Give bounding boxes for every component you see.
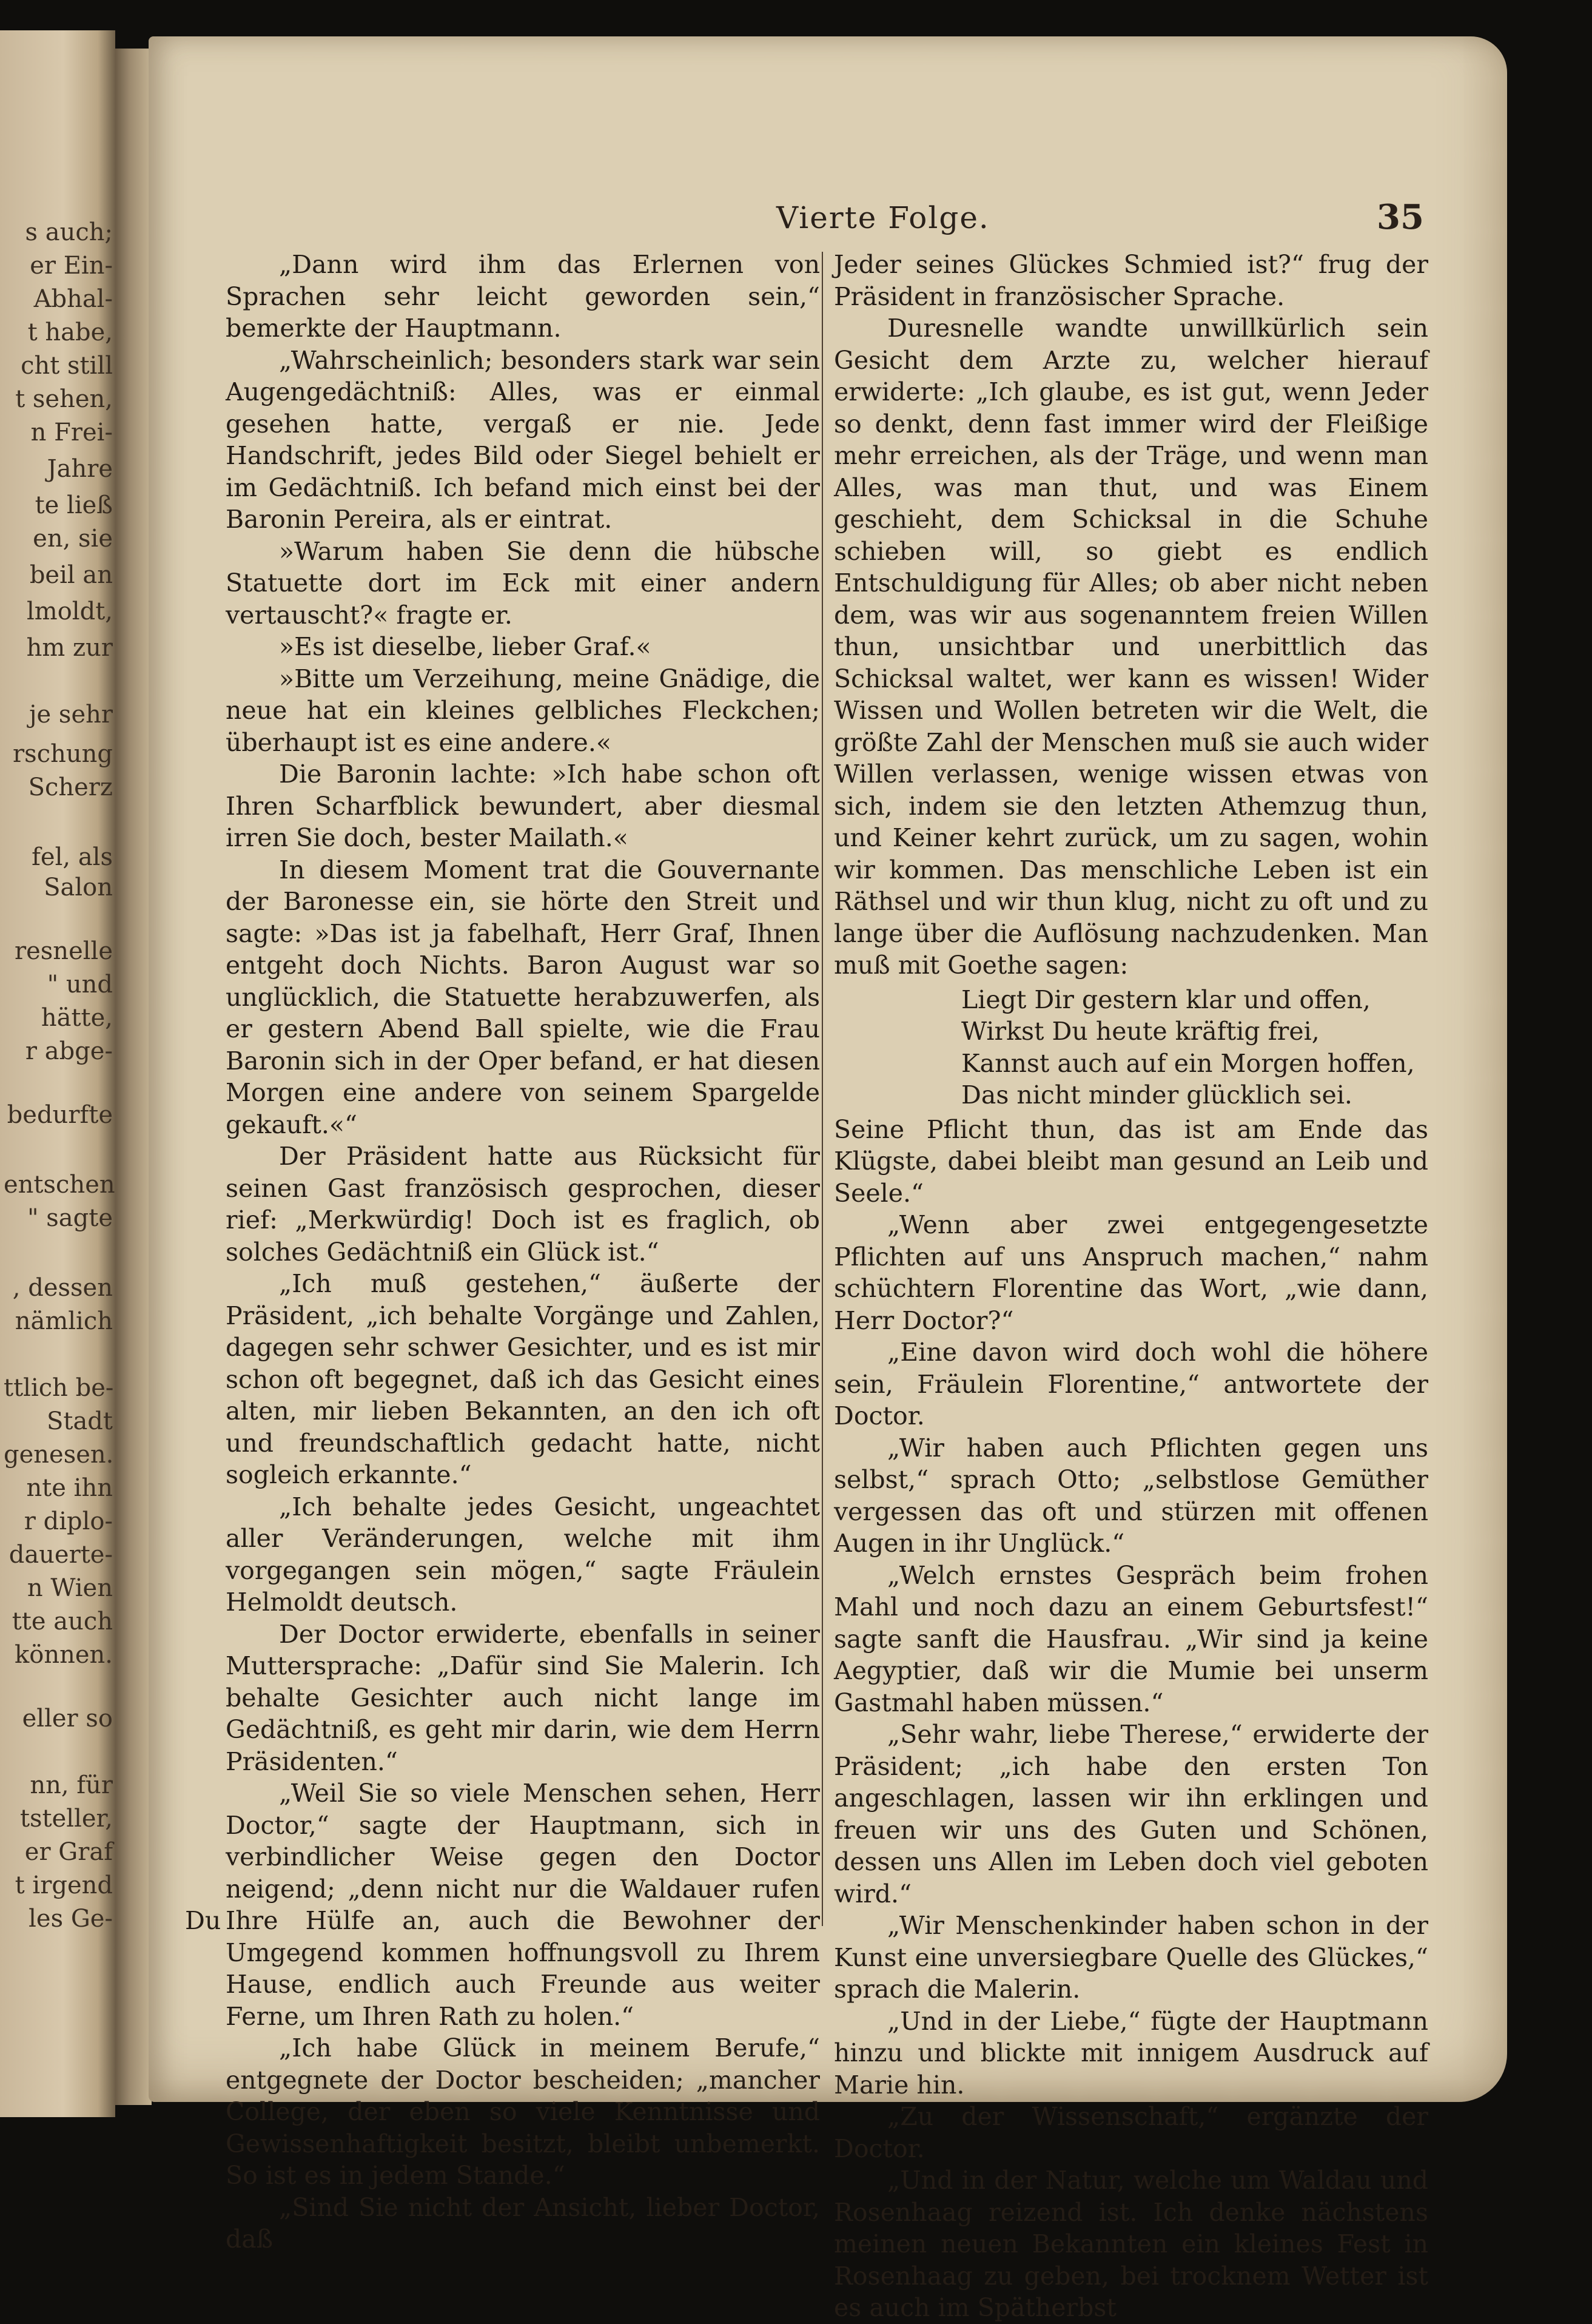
facing-page-line: er Ein- [30,252,113,280]
facing-page-line: hm zur [26,634,113,662]
paragraph: Seine Pflicht thun, das ist am Ende das Klügste, dabei bleibt man gesund an Leib und Seele.“ [834,1114,1428,1208]
paragraph: „Dann wird ihm das Erlernen von Sprachen sehr leicht geworden sein,“ bemerkte der Hauptmann. [226,250,820,343]
facing-page-line: dauerte- [8,1541,113,1569]
facing-page-line: fel, als [32,843,113,871]
running-head: Vierte Folge. [776,200,990,235]
facing-page-line: te ließ [35,491,113,519]
facing-page-line: beil an [29,561,113,589]
facing-page-line: tsteller, [19,1805,113,1833]
facing-page-line: bedurfte [7,1101,113,1129]
paragraph: In diesem Moment trat die Gouvernante der Baronesse ein, sie hörte den Streit und sagte: »Das ist ja fabelhaft, Herr Graf, Ihnen entgeht doch Nichts. Baron August war so unglücklich, die Statuette herabzuwerfen, als er gestern Abend Ball spielte, wie die Frau Baronin sich in der Oper befand, er hat diesen Morgen eine andere von seinem Spargelde gekauft.«“ [226,855,820,1139]
paragraph: Der Doctor erwiderte, ebenfalls in seiner Muttersprache: „Dafür sind Sie Malerin. Ich behalte Gesichter auch nicht lange im Gedächtniß, es geht mir darin, wie dem Herrn Präsidenten.“ [226,1619,820,1776]
facing-page-line: lmoldt, [27,598,113,625]
facing-page-line: je sehr [29,701,113,729]
facing-page-line: tte auch [12,1608,113,1635]
paragraph: Duresnelle wandte unwillkürlich sein Gesicht dem Arzte zu, welcher hierauf erwiderte: „Ich glaube, es ist gut, wenn Jeder so denkt, denn fast immer wird der Fleißige mehr erreichen, als der Träge, und wenn man Alles, was man thut, und was Einem geschieht, dem Schicksal in die Schuhe schieben will, so giebt es endlich Entschuldigung für Alles; ob aber nicht neben dem, was wir aus sogenanntem freien Willen thun, unsichtbar und unerbittlich das Schicksal waltet, wer kann es wissen! Wider Wissen und Wollen betreten wir die Welt, die größte Zahl der Menschen muß sie auch wider Willen verlassen, wenige wissen etwas von sich, indem sie den letzten Athemzug thun, und Keiner kehrt zurück, um zu sagen, wohin wir kommen. Das menschliche Leben ist ein Räthsel und wir thun klug, nicht zu oft und zu lange über die Auflösung nachzudenken. Man muß mit Goethe sagen: [834,314,1428,980]
paragraph: „Wir Menschenkinder haben schon in der Kunst eine unversiegbare Quelle des Glückes,“ sprach die Malerin. [834,1911,1428,2004]
paragraph: Jeder seines Glückes Schmied ist?“ frug der Präsident in französischer Sprache. [834,250,1428,311]
verse-quote [961,984,1428,1111]
book-gutter [115,49,152,2105]
facing-page-line: können. [15,1641,113,1669]
right-text-column [834,249,1428,2324]
left-text-column [226,249,820,2255]
facing-page-line: genesen. [4,1441,114,1469]
facing-page-line: nte ihn [26,1474,113,1502]
facing-page-line: r diplo- [24,1507,113,1535]
paragraph: „Sehr wahr, liebe Therese,“ erwiderte der Präsident; „ich habe den ersten Ton angeschlagen, lassen wir ihn erklingen und freuen wir uns des Guten und Schönen, dessen uns Allen im Leben doch viel geboten wird.“ [834,1720,1428,1908]
facing-page-edge [0,30,115,2117]
facing-page-line: eller so [22,1705,113,1733]
facing-page-line: en, sie [33,525,113,553]
facing-page-line: Jahre [47,455,113,483]
facing-page-line: n Frei- [30,419,113,446]
facing-page-line: s auch; [25,218,113,246]
facing-page-line: les Ge- [29,1905,113,1933]
facing-page-line: resnelle [14,937,113,965]
facing-page-line: nn, für [30,1771,113,1799]
paragraph: Der Präsident hatte aus Rücksicht für seinen Gast französisch gesprochen, dieser rief: „Merkwürdig! Doch ist es fraglich, ob solches Gedächtniß ein Glück ist.“ [226,1142,820,1267]
facing-page-line: cht still [21,352,113,380]
paragraph: „Eine davon wird doch wohl die höhere sein, Fräulein Florentine,“ antwortete der Doctor. [834,1338,1428,1430]
paragraph: „Ich muß gestehen,“ äußerte der Präsident, „ich behalte Vorgänge und Zahlen, dagegen sehr schwer Gesichter, und es ist mir schon oft begegnet, daß ich das Gesicht eines alten, mir lieben Bekannten, an den ich oft und freundschaftlich gedacht hatte, nicht sogleich erkannte.“ [226,1269,820,1489]
paragraph: »Warum haben Sie denn die hübsche Statuette dort im Eck mit einer andern vertauscht?« fragte er. [226,536,820,630]
paragraph: „Ich habe Glück in meinem Berufe,“ entgegnete der Doctor bescheiden; „mancher College, der eben so viele Kenntnisse und Gewissenhaftigkeit besitzt, bleibt unbemerkt. So ist es in jedem Stande.“ [226,2033,820,2190]
paragraph: „Sind Sie nicht der Ansicht, lieber Doctor, daß [226,2192,820,2254]
facing-page-line: Abhal- [33,285,113,313]
verse-line: Wirkst Du heute kräftig frei, [961,1017,1320,1046]
paragraph: „Weil Sie so viele Menschen sehen, Herr Doctor,“ sagte der Hauptmann, sich in verbindlicher Weise gegen den Doctor neigend; „denn nicht nur die Waldauer rufen Ihre Hülfe an, auch die Bewohner der Umgegend kommen hoffnungsvoll zu Ihrem Hause, endlich auch Freunde aus weiter Ferne, um Ihren Rath zu holen.“ [226,1779,820,2031]
facing-page-line: nämlich [15,1307,113,1335]
paragraph: „Wenn aber zwei entgegengesetzte Pflichten auf uns Anspruch machen,“ nahm schüchtern Florentine das Wort, „wie dann, Herr Doctor?“ [834,1210,1428,1335]
verse-line: Das nicht minder glücklich sei. [961,1080,1352,1110]
page-number: 35 [1377,197,1424,237]
paragraph: „Und in der Natur, welche um Waldau und Rosenhaag reizend ist. Ich denke nächstens meinen neuen Bekannten ein kleines Fest in Rosenhaag zu geben, bei trocknem Wetter ist es auch im Spätherbst [834,2166,1428,2322]
facing-page-line: t sehen, [15,385,113,413]
paragraph: „Welch ernstes Gespräch beim frohen Mahl und noch dazu an einem Geburtsfest!“ sagte sanft die Hausfrau. „Wir sind ja keine Aegyptier, daß wir die Mumie bei unserm Gastmahl haben müssen.“ [834,1560,1428,1717]
facing-page-line: t irgend [15,1871,113,1899]
facing-page-line: entschen [4,1171,115,1199]
facing-page-line: ttlich be- [4,1374,114,1402]
paragraph: Die Baronin lachte: »Ich habe schon oft Ihren Scharfblick bewundert, aber diesmal irren Sie doch, bester Mailath.« [226,760,820,852]
paragraph: „Wir haben auch Pflichten gegen uns selbst,“ sprach Otto; „selbstlose Gemüther vergessen das oft und stürzen mit offenen Augen in ihr Unglück.“ [834,1433,1428,1558]
paragraph: »Bitte um Verzeihung, meine Gnädige, die neue hat ein kleines gelbliches Fleckchen; überhaupt ist es eine andere.« [226,664,820,757]
paragraph: „Zu der Wissenschaft,“ ergänzte der Doctor. [834,2102,1428,2163]
facing-page-line: " sagte [27,1204,113,1232]
paragraph: „Wahrscheinlich; besonders stark war sein Augengedächtniß: Alles, was er einmal gesehen hatte, vergaß er nie. Jede Handschrift, jedes Bild oder Siegel behielt er im Gedächtniß. Ich befand mich einst bei der Baronin Pereira, als er eintrat. [226,345,820,534]
facing-page-line: t habe, [27,318,113,346]
facing-page-line: n Wien [27,1574,113,1602]
paragraph: »Es ist dieselbe, lieber Graf.« [279,632,651,661]
facing-page-line: Salon [44,874,113,901]
facing-page-line: rschung [13,740,113,768]
column-divider [822,252,823,1926]
facing-page-line: r abge- [25,1037,113,1065]
verse-line: Kannst auch auf ein Morgen hoffen, [961,1048,1415,1078]
facing-page-line: hätte, [41,1004,113,1032]
facing-page-line: er Graf [24,1838,113,1866]
verse-line: Liegt Dir gestern klar und offen, [961,985,1371,1014]
paragraph: „Ich behalte jedes Gesicht, ungeachtet aller Veränderungen, welche mit ihm vorgegangen sein mögen,“ sagte Fräulein Helmoldt deutsch. [226,1492,820,1617]
paragraph: „Und in der Liebe,“ fügte der Hauptmann hinzu und blickte mit innigem Ausdruck auf Marie hin. [834,2006,1428,2100]
facing-page-line: " und [47,971,113,999]
margin-note: Du [185,1906,221,1935]
facing-page-line: Scherz [28,773,113,801]
facing-page-line: , dessen [12,1274,113,1302]
facing-page-line: Stadt [46,1407,113,1435]
